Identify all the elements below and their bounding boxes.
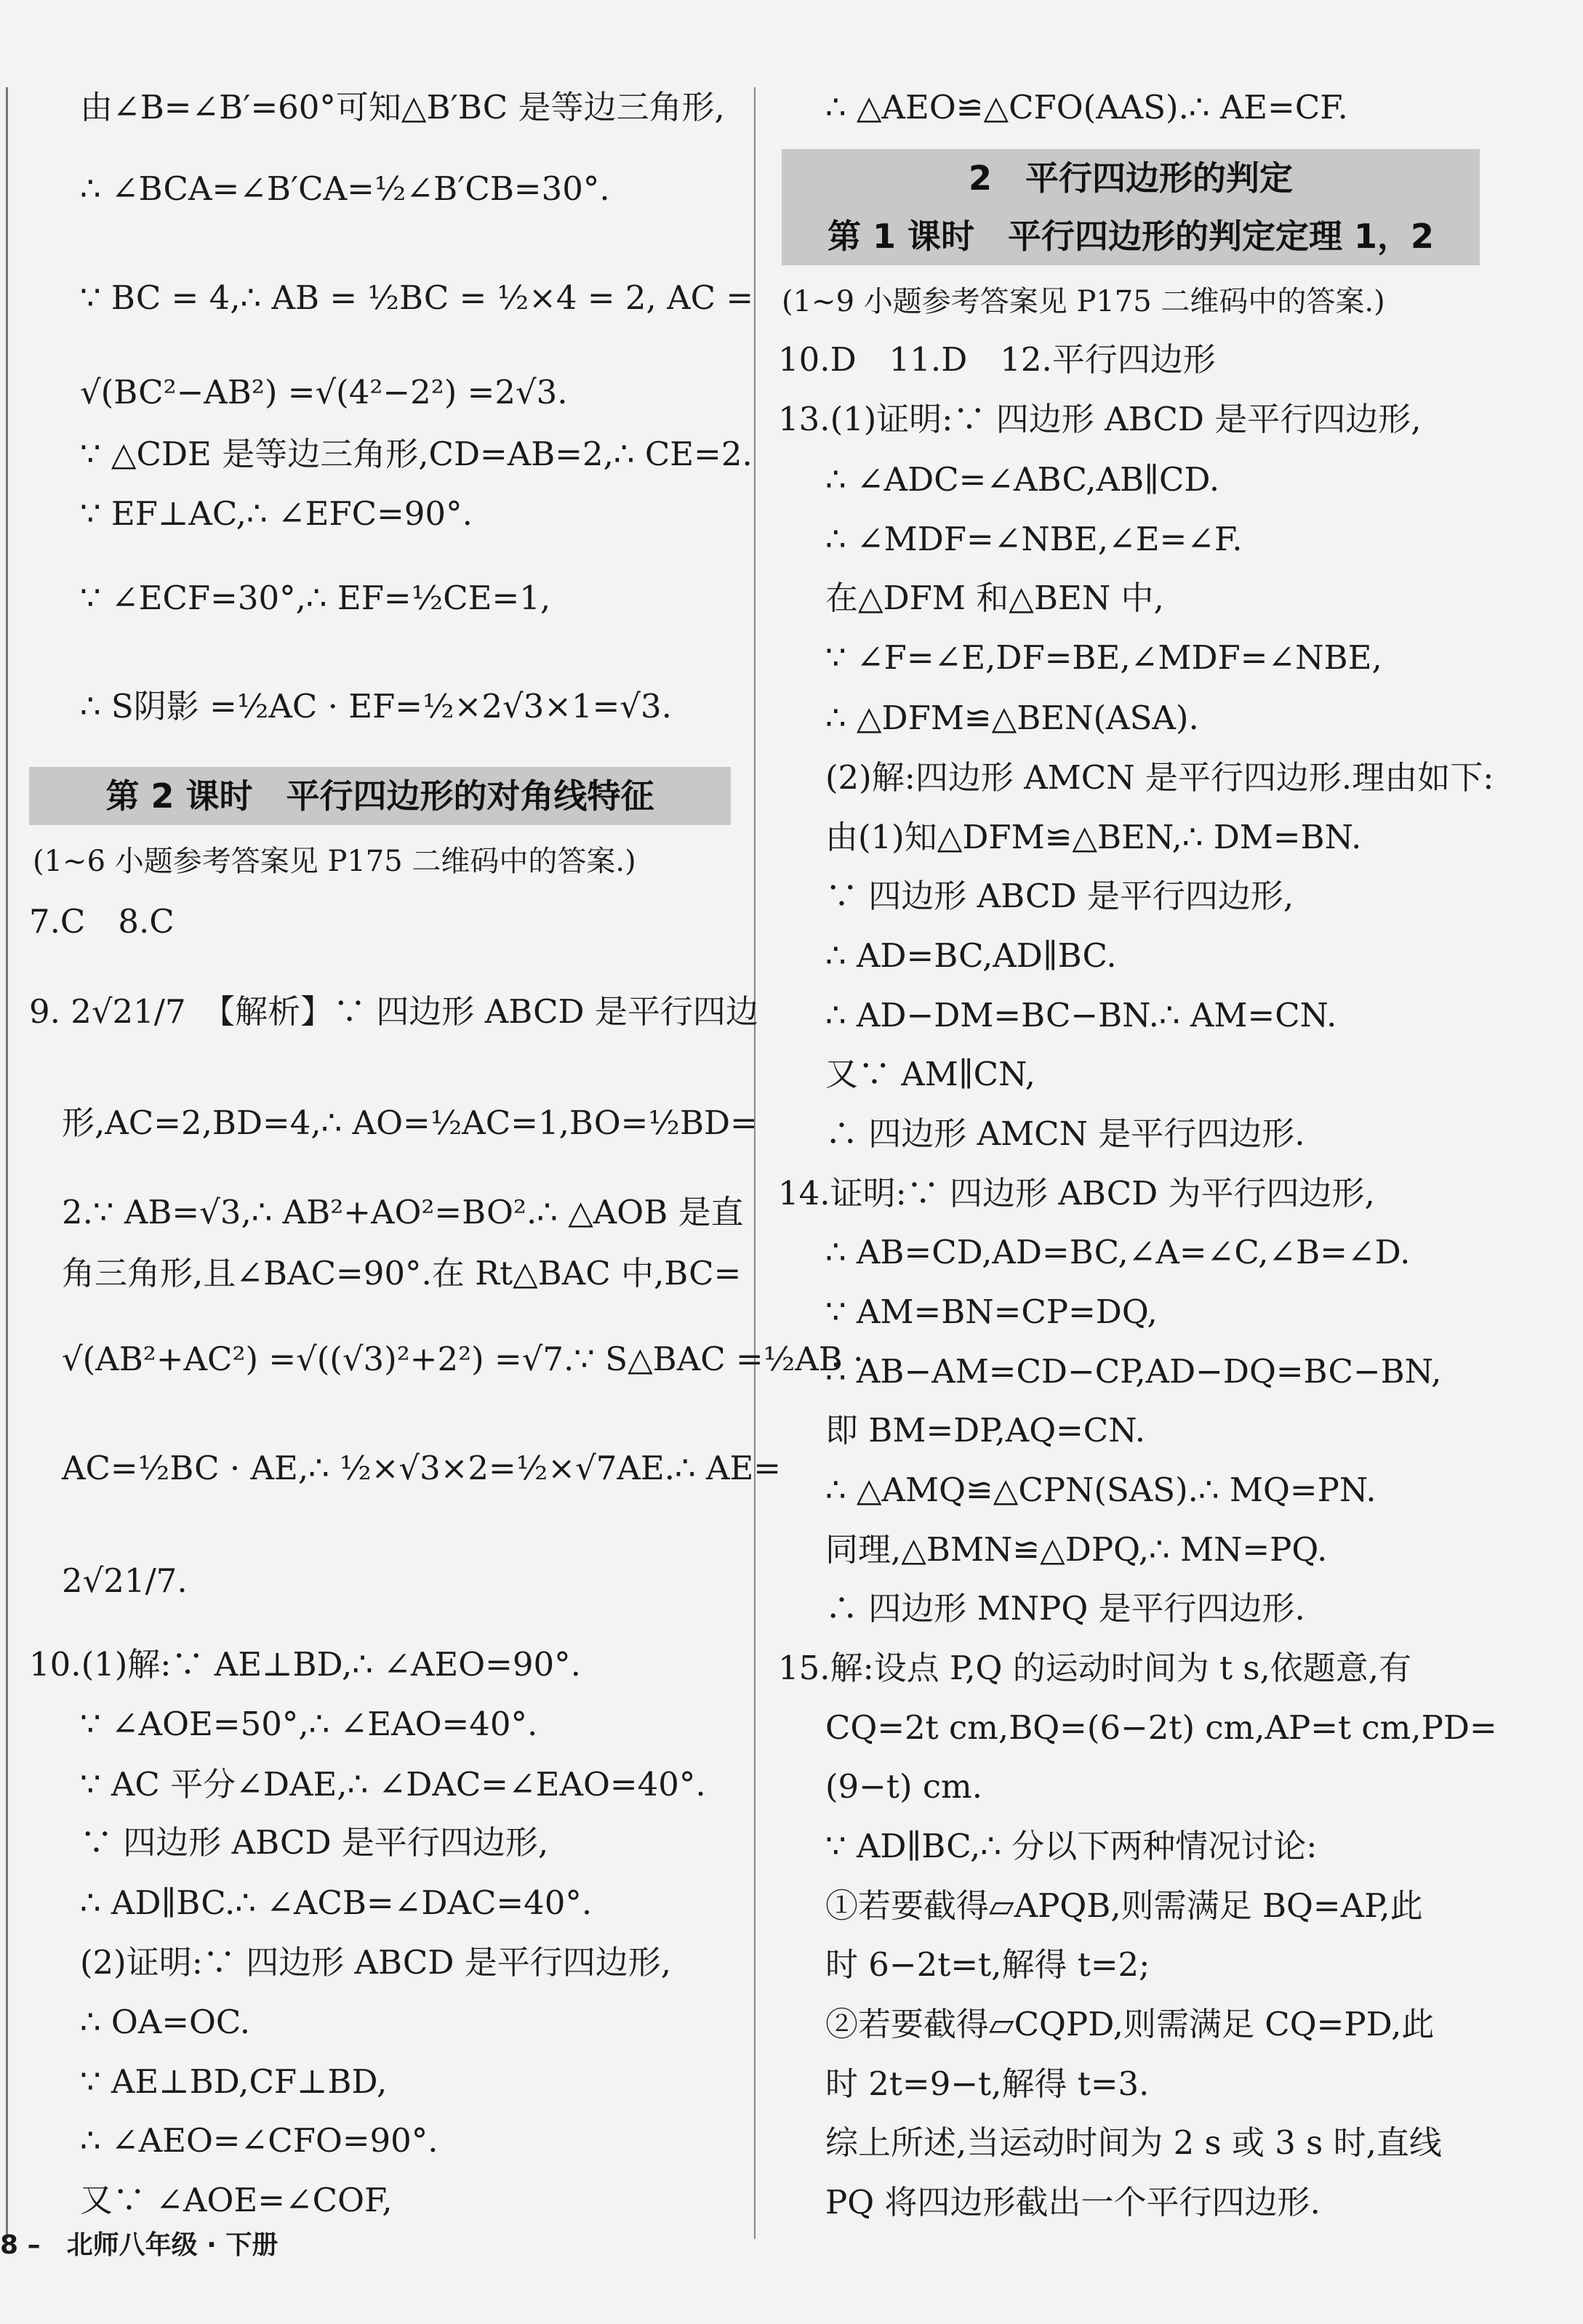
text-line: ∵ BC = 4,∴ AB = ½BC = ½×4 = 2, AC = <box>80 278 754 317</box>
text-line: 时 6−2t=t,解得 t=2; <box>825 1945 1150 1984</box>
text-line: ∴ ∠MDF=∠NBE,∠E=∠F. <box>825 520 1243 558</box>
text-line: 综上所述,当运动时间为 2 s 或 3 s 时,直线 <box>825 2123 1442 2162</box>
text-line: (2)证明:∵ 四边形 ABCD 是平行四边形, <box>80 1943 672 1982</box>
text-line: ∴ △DFM≌△BEN(ASA). <box>825 699 1199 737</box>
section-header: 2 平行四边形的判定 <box>782 149 1480 207</box>
text-line: ∴ ∠AEO=∠CFO=90°. <box>80 2121 438 2160</box>
text-line: 14.证明:∵ 四边形 ABCD 为平行四边形, <box>778 1174 1375 1213</box>
text-line: 形,AC=2,BD=4,∴ AO=½AC=1,BO=½BD= <box>62 1103 758 1142</box>
text-line: 时 2t=9−t,解得 t=3. <box>825 2064 1150 2103</box>
column-divider <box>754 87 756 2239</box>
section-header: 第 2 课时 平行四边形的对角线特征 <box>29 767 731 825</box>
text-line: ∵ AM=BN=CP=DQ, <box>825 1292 1158 1331</box>
text-line: 2√21/7. <box>62 1561 188 1600</box>
text-line: ∴ OA=OC. <box>80 2003 251 2041</box>
text-line: 13.(1)证明:∵ 四边形 ABCD 是平行四边形, <box>778 400 1422 438</box>
text-line: ∴ 四边形 MNPQ 是平行四边形. <box>825 1589 1305 1628</box>
text-line: ∴ △AEO≌△CFO(AAS).∴ AE=CF. <box>825 88 1348 126</box>
text-line: 10.(1)解:∵ AE⊥BD,∴ ∠AEO=90°. <box>29 1645 581 1684</box>
text-line: ∴ S阴影 =½AC · EF=½×2√3×1=√3. <box>80 687 672 725</box>
text-line: √(BC²−AB²) =√(4²−2²) =2√3. <box>80 373 568 411</box>
text-line: 角三角形,且∠BAC=90°.在 Rt△BAC 中,BC= <box>62 1254 742 1292</box>
text-line: ∴ AD∥BC.∴ ∠ACB=∠DAC=40°. <box>80 1883 593 1922</box>
text-line: PQ 将四边形截出一个平行四边形. <box>825 2183 1320 2222</box>
text-line: ∵ AD∥BC,∴ 分以下两种情况讨论: <box>825 1827 1318 1865</box>
text-line: 2.∵ AB=√3,∴ AB²+AO²=BO².∴ △AOB 是直 <box>62 1193 744 1231</box>
text-line: ∴ AB−AM=CD−CP,AD−DQ=BC−BN, <box>825 1352 1442 1391</box>
text-line: ∵ AE⊥BD,CF⊥BD, <box>80 2062 388 2101</box>
section-subheader: 第 1 课时 平行四边形的判定定理 1，2 <box>782 207 1480 265</box>
text-line: ∴ AD−DM=BC−BN.∴ AM=CN. <box>825 996 1337 1034</box>
text-line: 由(1)知△DFM≌△BEN,∴ DM=BN. <box>825 818 1362 856</box>
text-line: 即 BM=DP,AQ=CN. <box>825 1411 1146 1450</box>
text-line: ∴ ∠BCA=∠B′CA=½∠B′CB=30°. <box>80 169 610 208</box>
left-margin-rule <box>6 87 8 2239</box>
text-line: ∵ ∠F=∠E,DF=BE,∠MDF=∠NBE, <box>825 638 1382 677</box>
text-line: ∴ △AMQ≌△CPN(SAS).∴ MQ=PN. <box>825 1471 1376 1509</box>
text-line: AC=½BC · AE,∴ ½×√3×2=½×√7AE.∴ AE= <box>62 1449 782 1487</box>
answers: 7.C 8.C <box>29 902 175 941</box>
text-line: √(AB²+AC²) =√((√3)²+2²) =√7.∵ S△BAC =½AB · <box>62 1340 864 1378</box>
text-line: ∵ 四边形 ABCD 是平行四边形, <box>80 1823 549 1862</box>
text-line: 9. 2√21/7 【解析】∵ 四边形 ABCD 是平行四边 <box>29 992 758 1031</box>
text-line: ∵ AC 平分∠DAE,∴ ∠DAC=∠EAO=40°. <box>80 1765 706 1804</box>
page-footer: 8 – 北师八年级 · 下册 <box>0 2230 278 2260</box>
text-line: ∵ ∠AOE=50°,∴ ∠EAO=40°. <box>80 1705 538 1743</box>
text-line: ∴ AB=CD,AD=BC,∠A=∠C,∠B=∠D. <box>825 1233 1411 1271</box>
note: (1~9 小题参考答案见 P175 二维码中的答案.) <box>782 285 1385 318</box>
text-line: 同理,△BMN≌△DPQ,∴ MN=PQ. <box>825 1530 1328 1569</box>
text-line: ∵ EF⊥AC,∴ ∠EFC=90°. <box>80 494 473 533</box>
text-line: ②若要截得▱CQPD,则需满足 CQ=PD,此 <box>825 2005 1435 2043</box>
text-line: ∵ ∠ECF=30°,∴ EF=½CE=1, <box>80 579 551 617</box>
text-line: 由∠B=∠B′=60°可知△B′BC 是等边三角形, <box>80 88 725 126</box>
text-line: CQ=2t cm,BQ=(6−2t) cm,AP=t cm,PD= <box>825 1708 1497 1747</box>
text-line: ∴ 四边形 AMCN 是平行四边形. <box>825 1114 1305 1153</box>
text-line: (2)解:四边形 AMCN 是平行四边形.理由如下: <box>825 758 1494 797</box>
text-line: ∵ △CDE 是等边三角形,CD=AB=2,∴ CE=2. <box>80 435 753 473</box>
text-line: 又∵ AM∥CN, <box>825 1055 1035 1093</box>
text-line: ①若要截得▱APQB,则需满足 BQ=AP,此 <box>825 1886 1423 1925</box>
text-line: 15.解:设点 P,Q 的运动时间为 t s,依题意,有 <box>778 1649 1412 1687</box>
text-line: 在△DFM 和△BEN 中, <box>825 579 1164 617</box>
text-line: ∵ 四边形 ABCD 是平行四边形, <box>825 877 1294 915</box>
text-line: ∴ AD=BC,AD∥BC. <box>825 936 1117 975</box>
text-line: ∴ ∠ADC=∠ABC,AB∥CD. <box>825 460 1220 499</box>
text-line: (9−t) cm. <box>825 1767 983 1806</box>
note: (1~6 小题参考答案见 P175 二维码中的答案.) <box>33 845 636 878</box>
text-line: 又∵ ∠AOE=∠COF, <box>80 2181 393 2219</box>
answers: 10.D 11.D 12.平行四边形 <box>778 340 1216 379</box>
